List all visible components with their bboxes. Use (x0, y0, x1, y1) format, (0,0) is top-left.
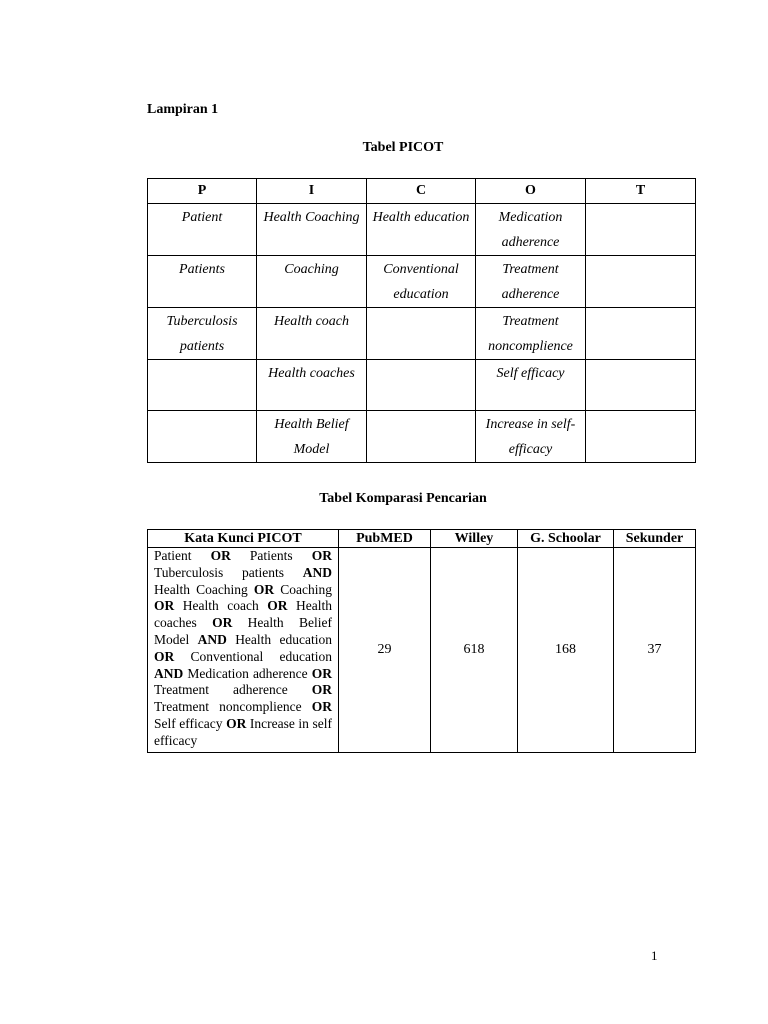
picot-table (147, 178, 696, 463)
table-cell (148, 360, 257, 411)
query-term: Health Coaching (154, 581, 254, 597)
pubmed-count: 29 (339, 548, 431, 753)
query-term: Tuberculosis patients (154, 564, 303, 580)
boolean-operator: OR (154, 648, 175, 664)
table-cell (586, 411, 696, 463)
table-row (148, 204, 696, 256)
picot-header-c: C (367, 179, 476, 204)
table-cell: Patient (148, 204, 257, 256)
table-cell: Health education (367, 204, 476, 256)
query-term: Health coaches (154, 598, 332, 631)
table-row (148, 308, 696, 360)
table-cell (586, 308, 696, 360)
table-cell (367, 308, 476, 360)
table-cell: Health coaches (257, 360, 367, 411)
search-header-row (148, 530, 696, 548)
table-cell: Conventional education (367, 256, 476, 308)
boolean-operator: AND (302, 564, 332, 580)
picot-header-i: I (257, 179, 367, 204)
table-row (148, 411, 696, 463)
table-cell (586, 360, 696, 411)
query-term: Health Belief Model (154, 615, 332, 647)
boolean-operator: OR (253, 581, 275, 597)
willey-count: 618 (431, 548, 518, 753)
search-table-title: Tabel Komparasi Pencarian (319, 491, 487, 506)
table-cell: Health Belief Model (257, 411, 367, 463)
table-cell: Self efficacy (476, 360, 586, 411)
table-cell: Patients (148, 256, 257, 308)
table-cell: Health coach (257, 308, 367, 360)
table-cell (367, 411, 476, 463)
g-schoolar-count: 168 (518, 548, 614, 753)
header-g-schoolar: G. Schoolar (518, 530, 614, 548)
query-term: Treatment noncomplience (154, 699, 312, 715)
header-sekunder: Sekunder (614, 530, 696, 548)
picot-header-row (148, 179, 696, 204)
query-term: Patients (230, 548, 312, 563)
table-cell (586, 204, 696, 256)
page-number: 1 (651, 948, 658, 963)
table-cell: Treatment noncomplience (476, 308, 586, 360)
picot-header-o: O (476, 179, 586, 204)
appendix-heading: Lampiran 1 (147, 102, 219, 117)
table-cell: Treatment adherence (476, 256, 586, 308)
query-term: Self efficacy (154, 715, 227, 731)
search-query-cell (148, 548, 339, 753)
query-term: Medication adherence (183, 665, 312, 681)
query-term: Patient (154, 548, 211, 563)
picot-table-title: Tabel PICOT (362, 140, 444, 155)
query-term: Coaching (274, 581, 332, 597)
query-term: Increase in self efficacy (154, 715, 332, 748)
query-term: Conventional education (174, 648, 332, 664)
boolean-operator: OR (311, 699, 332, 715)
table-row (148, 256, 696, 308)
picot-header-t: T (586, 179, 696, 204)
boolean-operator: OR (154, 598, 175, 614)
table-cell: Medication adherence (476, 204, 586, 256)
boolean-operator: OR (267, 598, 288, 614)
boolean-operator: AND (197, 631, 227, 647)
picot-header-p: P (148, 179, 257, 204)
search-comparison-table (147, 529, 696, 753)
header-pubmed: PubMED (339, 530, 431, 548)
header-willey: Willey (431, 530, 518, 548)
table-row (148, 360, 696, 411)
table-row (148, 548, 696, 753)
boolean-operator: OR (311, 548, 332, 563)
table-cell (148, 411, 257, 463)
boolean-operator: OR (210, 548, 231, 563)
table-cell: Health Coaching (257, 204, 367, 256)
table-cell: Increase in self-efficacy (476, 411, 586, 463)
table-cell: Tuberculosis patients (148, 308, 257, 360)
boolean-operator: OR (311, 665, 332, 681)
query-term: Treatment adherence (154, 682, 312, 698)
boolean-operator: AND (154, 665, 184, 681)
boolean-operator: OR (311, 682, 332, 698)
query-term: Health coach (174, 598, 268, 614)
boolean-operator: OR (226, 715, 247, 731)
table-cell (586, 256, 696, 308)
table-cell: Coaching (257, 256, 367, 308)
query-term: Health education (226, 631, 332, 647)
sekunder-count: 37 (614, 548, 696, 753)
header-keywords: Kata Kunci PICOT (148, 530, 339, 548)
table-cell (367, 360, 476, 411)
boolean-operator: OR (212, 615, 233, 631)
